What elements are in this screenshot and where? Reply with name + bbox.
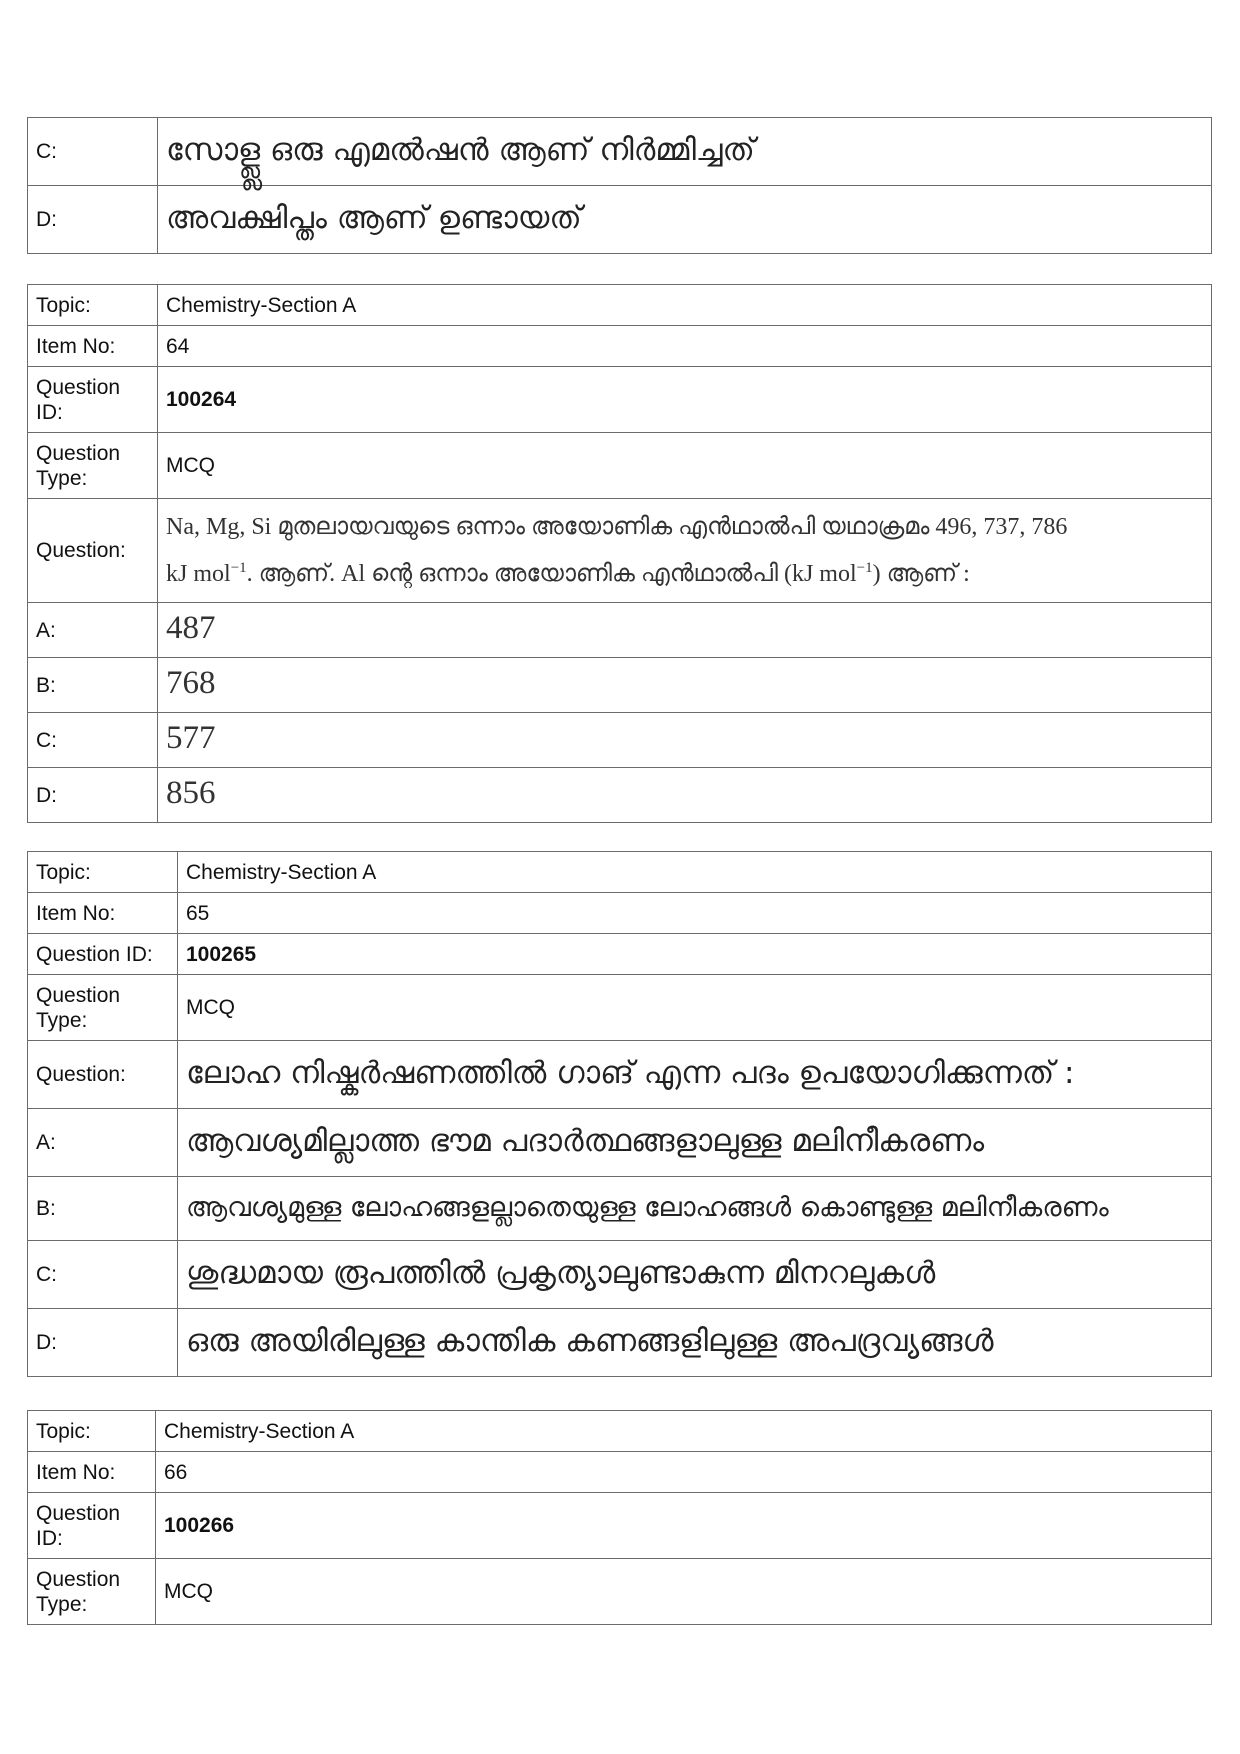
question-id-value: 100265 — [178, 934, 1212, 975]
option-text: ഒരു അയിരിലുള്ള കാന്തിക കണങ്ങളിലുള്ള അപദ്രവ്യങ്ങൾ — [178, 1309, 1212, 1377]
option-label: B: — [28, 1177, 178, 1241]
question-type-label: Question Type: — [28, 433, 158, 499]
question-type-value: MCQ — [178, 975, 1212, 1041]
item-no-label: Item No: — [28, 1452, 156, 1493]
topic-value: Chemistry-Section A — [156, 1411, 1212, 1452]
item-no-row — [28, 893, 1212, 934]
question-block-66 — [27, 1410, 1212, 1625]
question-type-row — [28, 433, 1212, 499]
item-no-row — [28, 1452, 1212, 1493]
item-no-value: 65 — [178, 893, 1212, 934]
question-type-row — [28, 975, 1212, 1041]
option-row-c — [28, 118, 1212, 186]
question-id-label: Question ID: — [28, 1493, 156, 1559]
option-row-d — [28, 768, 1212, 823]
option-text: ആവശ്യമില്ലാത്ത ഭൗമ പദാർത്ഥങ്ങളാലുള്ള മലിനീകരണം — [178, 1109, 1212, 1177]
question-id-label: Question ID: — [28, 934, 178, 975]
question-row — [28, 1041, 1212, 1109]
option-label: B: — [28, 658, 158, 713]
question-text: ലോഹ നിഷ്കർഷണത്തിൽ ഗാങ് എന്ന പദം ഉപയോഗിക്കുന്നത് : — [178, 1041, 1212, 1109]
question-type-label: Question Type: — [28, 975, 178, 1041]
question-type-value: MCQ — [156, 1559, 1212, 1625]
question-id-row — [28, 1493, 1212, 1559]
topic-value: Chemistry-Section A — [158, 285, 1212, 326]
topic-label: Topic: — [28, 285, 158, 326]
question-id-value: 100264 — [158, 367, 1212, 433]
item-no-value: 64 — [158, 326, 1212, 367]
option-row-a — [28, 603, 1212, 658]
question-type-value: MCQ — [158, 433, 1212, 499]
question-line-2: kJ mol$^{-1}$. ആണ്. Al ന്റെ ഒന്നാം അയോണിക എൻഥാൽപി (kJ mol$^{-1}$) ആണ് : — [166, 559, 970, 587]
topic-row — [28, 852, 1212, 893]
topic-value: Chemistry-Section A — [178, 852, 1212, 893]
option-label: A: — [28, 603, 158, 658]
item-no-row — [28, 326, 1212, 367]
option-label: D: — [28, 768, 158, 823]
question-label: Question: — [28, 499, 158, 603]
question-row — [28, 499, 1212, 603]
question-block-previous — [27, 117, 1212, 254]
option-label: C: — [28, 118, 158, 186]
topic-label: Topic: — [28, 1411, 156, 1452]
option-row-d — [28, 186, 1212, 254]
option-label: C: — [28, 1241, 178, 1309]
option-text: ആവശ്യമുള്ള ലോഹങ്ങളല്ലാതെയുള്ള ലോഹങ്ങൾ കൊണ്ടുള്ള മലിനീകരണം — [178, 1177, 1212, 1241]
question-label: Question: — [28, 1041, 178, 1109]
topic-row — [28, 1411, 1212, 1452]
item-no-label: Item No: — [28, 326, 158, 367]
question-line-1: Na, Mg, Si മുതലായവയുടെ ഒന്നാം അയോണിക എൻഥാൽപി യഥാക്രമം 496, 737, 786 — [166, 513, 1068, 540]
option-text: 856 — [158, 768, 1212, 823]
question-type-label: Question Type: — [28, 1559, 156, 1625]
question-type-row — [28, 1559, 1212, 1625]
item-no-value: 66 — [156, 1452, 1212, 1493]
question-text — [158, 499, 1212, 603]
option-label: D: — [28, 1309, 178, 1377]
option-text: ശുദ്ധമായ രൂപത്തിൽ പ്രകൃത്യാലുണ്ടാകുന്ന മിനറലുകൾ — [178, 1241, 1212, 1309]
question-id-label: Question ID: — [28, 367, 158, 433]
option-row-c — [28, 1241, 1212, 1309]
option-row-c — [28, 713, 1212, 768]
option-label: A: — [28, 1109, 178, 1177]
option-label: D: — [28, 186, 158, 254]
option-text: അവക്ഷിപ്തം ആണ് ഉണ്ടായത് — [158, 186, 1212, 254]
question-block-65 — [27, 851, 1212, 1377]
option-row-a — [28, 1109, 1212, 1177]
question-id-value: 100266 — [156, 1493, 1212, 1559]
question-id-row — [28, 367, 1212, 433]
option-row-b — [28, 658, 1212, 713]
option-text: 768 — [158, 658, 1212, 713]
option-row-b — [28, 1177, 1212, 1241]
topic-label: Topic: — [28, 852, 178, 893]
question-block-64 — [27, 284, 1212, 823]
option-text: സോള്ല്ല ഒരു എമൽഷൻ ആണ് നിർമ്മിച്ചത് — [158, 118, 1212, 186]
item-no-label: Item No: — [28, 893, 178, 934]
question-id-row — [28, 934, 1212, 975]
topic-row — [28, 285, 1212, 326]
option-label: C: — [28, 713, 158, 768]
option-row-d — [28, 1309, 1212, 1377]
option-text: 487 — [158, 603, 1212, 658]
option-text: 577 — [158, 713, 1212, 768]
